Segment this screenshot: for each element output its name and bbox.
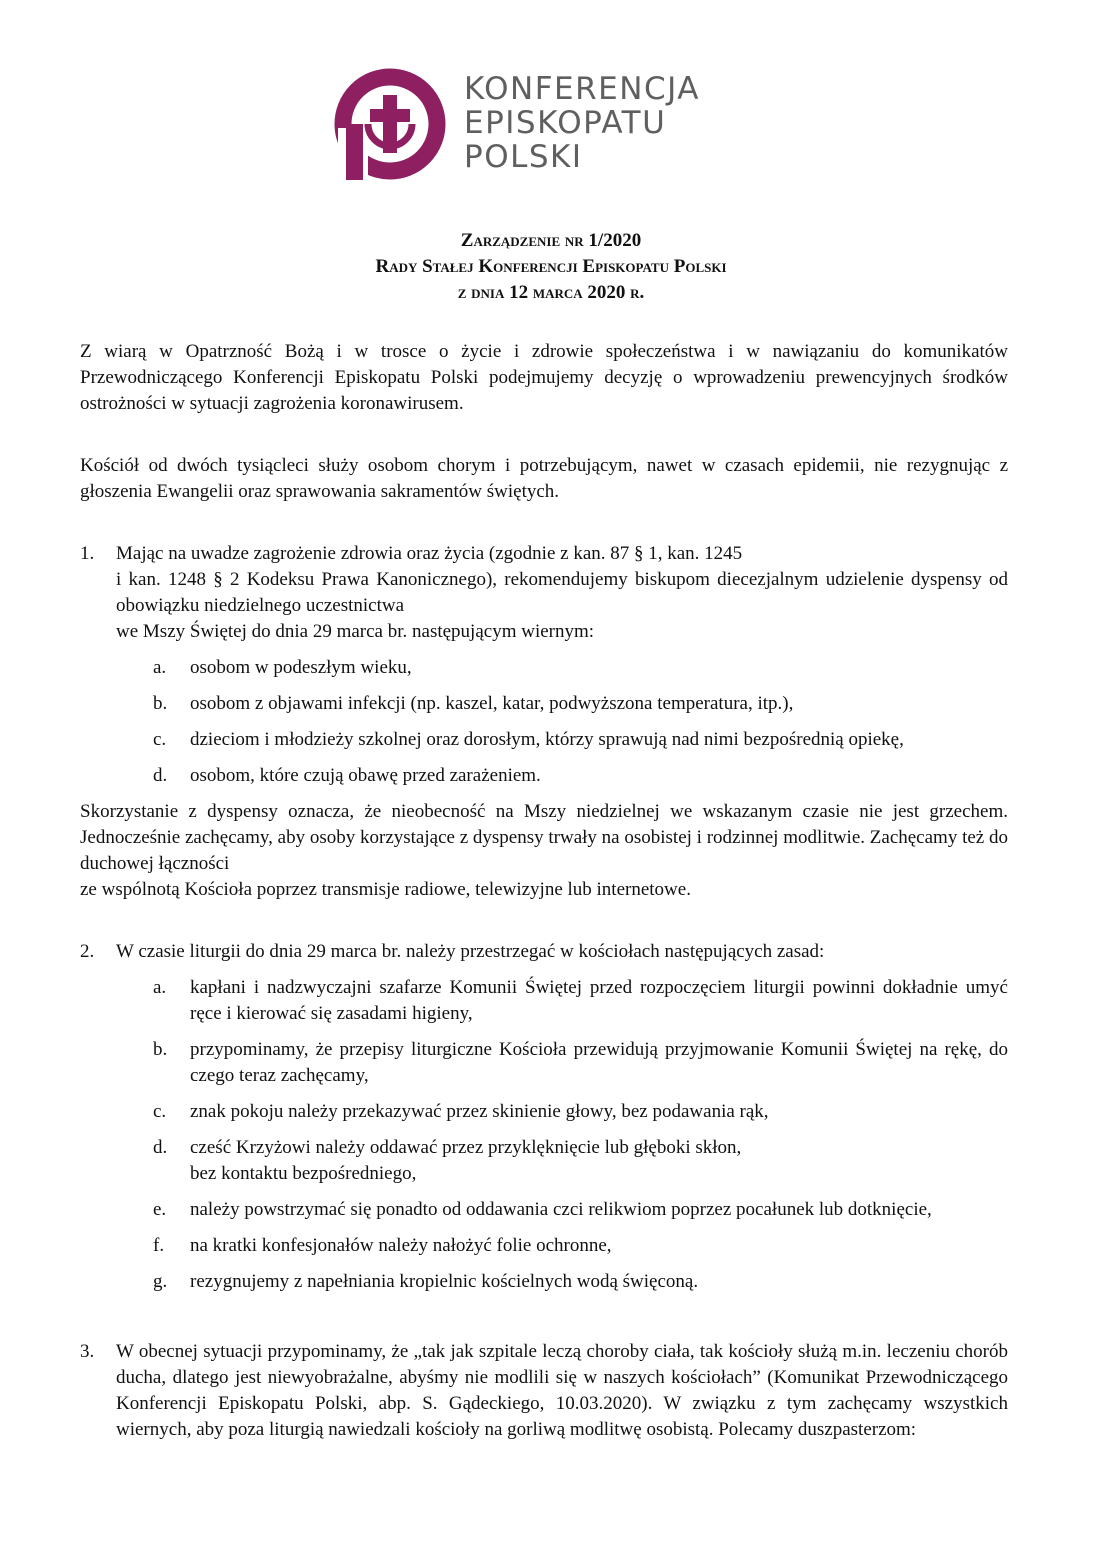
logo-line-2: EPISKOPATU	[464, 105, 667, 141]
sub-text: na kratki konfesjonałów należy nałożyć folie ochronne,	[190, 1235, 612, 1256]
item-text-line: we Mszy Świętej do dnia 29 marca br. następującym wiernym:	[116, 621, 595, 642]
title-line-3: z dnia 12 marca 2020 r.	[457, 282, 645, 303]
item-text-line: Mając na uwadze zagrożenie zdrowia oraz życia (zgodnie z kan. 87 § 1, kan. 1245	[116, 543, 743, 564]
intro-paragraph-1: Z wiarą w Opatrzność Bożą i w trosce o życie i zdrowie społeczeństwa i w nawiązaniu do komunikatów Przewodniczącego Konferencji Episkopatu Polski podejmujemy decyzję o wprowadzeniu prewencyjnych środków ostrożności w sytuacji zagrożenia koronawirusem.	[80, 341, 1008, 414]
sub-item	[80, 975, 1008, 1027]
sub-text: dzieciom i młodzieży szkolnej oraz dorosłym, którzy sprawują nad nimi bezpośrednią opiekę,	[190, 729, 904, 750]
sub-letter: f.	[153, 1235, 165, 1256]
sub-text: osobom, które czują obawę przed zarażeniem.	[190, 765, 541, 786]
sub-letter: g.	[153, 1271, 168, 1292]
sub-text: osobom z objawami infekcji (np. kaszel, katar, podwyższona temperatura, itp.),	[190, 693, 794, 714]
sub-letter: e.	[153, 1199, 167, 1220]
sub-text: należy powstrzymać się ponadto od oddawania czci relikwiom poprzez pocałunek lub dotknięcie,	[190, 1199, 932, 1220]
logo-emblem-icon	[334, 68, 446, 180]
sub-letter: d.	[153, 765, 168, 786]
sub-item	[80, 655, 1008, 681]
sub-text: bez kontaktu bezpośredniego,	[190, 1163, 417, 1184]
sub-text: przypominamy, że przepisy liturgiczne Kościoła przewidują przyjmowanie Komunii Świętej na rękę, do czego teraz zachęcamy,	[190, 1039, 1008, 1086]
list-item-2	[80, 939, 1008, 965]
sub-item	[80, 1197, 1008, 1223]
sub-letter: c.	[153, 729, 167, 750]
intro-paragraph-2: Kościół od dwóch tysiącleci służy osobom chorym i potrzebującym, nawet w czasach epidemii, nie rezygnując z głoszenia Ewangelii oraz sprawowania sakramentów świętych.	[80, 455, 1008, 502]
sub-item	[80, 1269, 1008, 1295]
logo-line-1: KONFERENCJA	[464, 71, 700, 107]
item-text-line: W czasie liturgii do dnia 29 marca br. należy przestrzegać w kościołach następujących zasad:	[116, 941, 825, 962]
item-1-conclusion: Skorzystanie z dyspensy oznacza, że nieobecność na Mszy niedzielnej we wskazanym czasie nie jest grzechem. Jednocześnie zachęcamy, aby osoby korzystające z dyspensy trwały na osobistej i rodzinnej modlitwie. Zachęcamy też do duchowej łączności	[80, 801, 1008, 874]
logo-wordmark	[464, 72, 700, 174]
item-1-conclusion-2: ze wspólnotą Kościoła poprzez transmisje radiowe, telewizyjne lub internetowe.	[80, 879, 691, 900]
sub-letter: b.	[153, 693, 168, 714]
sub-text: kapłani i nadzwyczajni szafarze Komunii Świętej przed rozpoczęciem liturgii powinni dokładnie umyć ręce i kierować się zasadami higieny,	[190, 977, 1008, 1024]
title-line-2: Rady Stałej Konferencji Episkopatu Polski	[375, 256, 727, 277]
sub-text: osobom w podeszłym wieku,	[190, 657, 412, 678]
sub-item	[80, 1233, 1008, 1259]
list-item-3	[80, 1339, 1008, 1443]
conference-logo	[334, 68, 774, 178]
list-number: 3.	[80, 1341, 95, 1362]
title-line-1: Zarządzenie nr 1/2020	[460, 230, 642, 251]
sub-item	[80, 763, 1008, 789]
sub-text: cześć Krzyżowi należy oddawać przez przyklęknięcie lub głęboki skłon,	[190, 1137, 742, 1158]
item-text-line: i kan. 1248 § 2 Kodeksu Prawa Kanonicznego), rekomendujemy biskupom diecezjalnym udzielenie dyspensy od obowiązku niedzielnego uczestnictwa	[116, 569, 1008, 616]
sub-letter: b.	[153, 1039, 168, 1060]
list-number: 2.	[80, 941, 95, 962]
list-item-1	[80, 541, 1008, 645]
sub-item	[80, 1099, 1008, 1125]
document-body	[80, 339, 1008, 1443]
document-title	[0, 228, 1102, 306]
sub-item	[80, 691, 1008, 717]
sub-item	[80, 727, 1008, 753]
sub-letter: a.	[153, 977, 167, 998]
list-number: 1.	[80, 543, 95, 564]
sub-item	[80, 1037, 1008, 1089]
logo-line-3: POLSKI	[464, 139, 583, 175]
sub-text: rezygnujemy z napełniania kropielnic kościelnych wodą święconą.	[190, 1271, 699, 1292]
sub-text: znak pokoju należy przekazywać przez skinienie głowy, bez podawania rąk,	[190, 1101, 769, 1122]
sub-item	[80, 1135, 1008, 1187]
sub-letter: d.	[153, 1137, 168, 1158]
sub-letter: c.	[153, 1101, 167, 1122]
item-text-line: W obecnej sytuacji przypominamy, że „tak jak szpitale leczą choroby ciała, tak kościoły służą m.in. leczeniu chorób ducha, dlatego jest niewyobrażalne, abyśmy nie modlili się w naszych kościołach” (Komunikat Przewodniczącego Konferencji Episkopatu Polski, abp. S. Gądeckiego, 10.03.2020). W związku z tym zachęcamy wszystkich wiernych, aby poza liturgią nawiedzali kościoły na gorliwą modlitwę osobistą. Polecamy duszpasterzom:	[116, 1341, 1008, 1440]
sub-letter: a.	[153, 657, 167, 678]
